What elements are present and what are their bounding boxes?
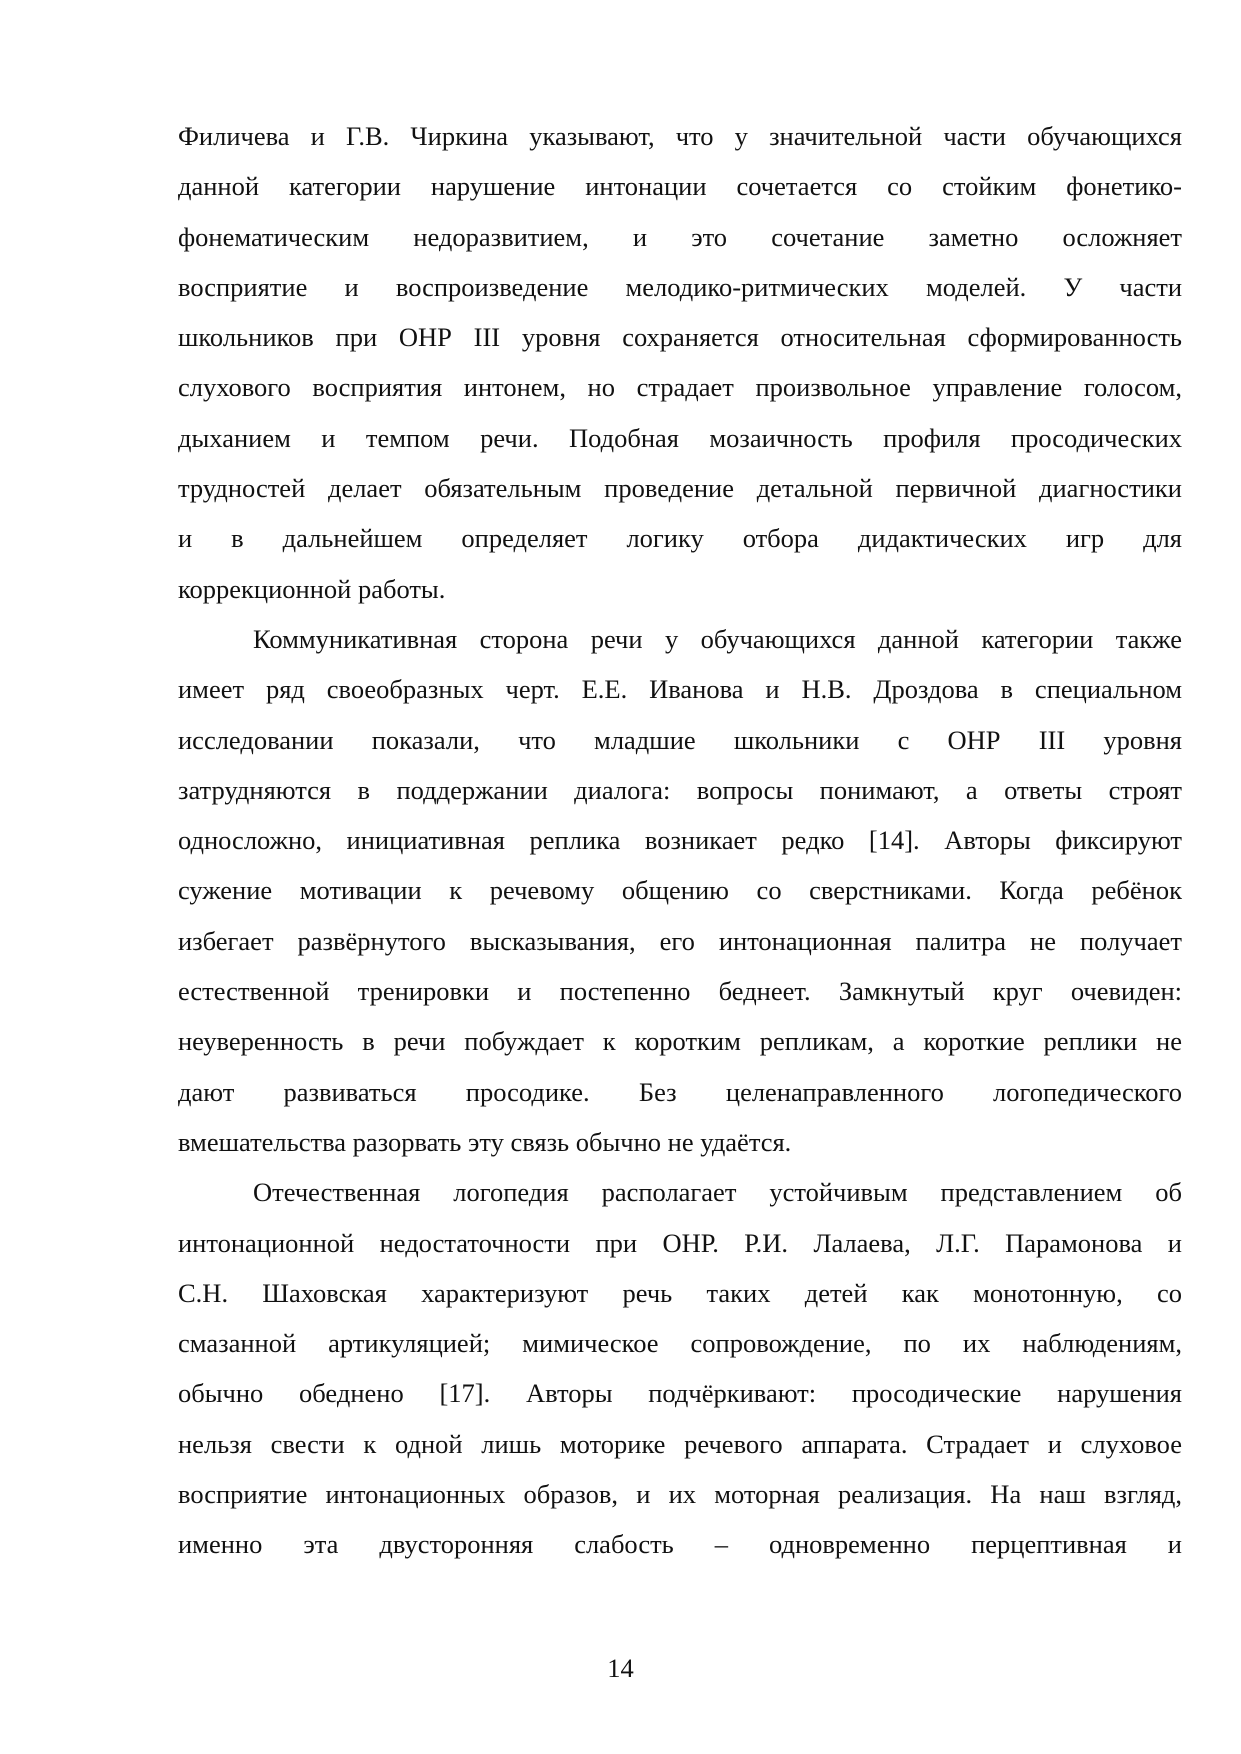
text-line: школьников при ОНР III уровня сохраняется относительная сформированность <box>178 322 1182 353</box>
text-line: исследовании показали, что младшие школьники с ОНР III уровня <box>178 724 1182 755</box>
text-line: неуверенность в речи побуждает к коротким репликам, а короткие реплики не <box>178 1026 1182 1057</box>
paragraph-first-line: Отечественная логопедия располагает устойчивым представлением об <box>253 1177 1182 1208</box>
text-line: трудностей делает обязательным проведение детальной первичной диагностики <box>178 473 1182 504</box>
text-line: С.Н. Шаховская характеризуют речь таких детей как монотонную, со <box>178 1277 1182 1308</box>
paragraph-first-line: Коммуникативная сторона речи у обучающихся данной категории также <box>253 623 1182 654</box>
body-text <box>178 111 1182 1570</box>
text-line: естественной тренировки и постепенно беднеет. Замкнутый круг очевиден: <box>178 976 1182 1007</box>
text-line: смазанной артикуляцией; мимическое сопровождение, по их наблюдениям, <box>178 1328 1182 1359</box>
text-line: вмешательства разорвать эту связь обычно не удаётся. <box>178 1126 792 1157</box>
text-line: восприятие интонационных образов, и их моторная реализация. На наш взгляд, <box>178 1479 1182 1510</box>
text-line: слухового восприятия интонем, но страдает произвольное управление голосом, <box>178 372 1182 403</box>
text-line: Филичева и Г.В. Чиркина указывают, что у значительной части обучающихся <box>178 121 1182 151</box>
text-line: коррекционной работы. <box>178 573 446 604</box>
text-line: дают развиваться просодике. Без целенаправленного логопедического <box>178 1076 1182 1107</box>
text-line: имеет ряд своеобразных черт. Е.Е. Иванова и Н.В. Дроздова в специальном <box>178 674 1182 705</box>
text-line: восприятие и воспроизведение мелодико-ритмических моделей. У части <box>178 271 1182 302</box>
text-line: интонационной недостаточности при ОНР. Р.И. Лалаева, Л.Г. Парамонова и <box>178 1227 1182 1258</box>
text-line: избегает развёрнутого высказывания, его интонационная палитра не получает <box>178 925 1182 956</box>
text-line: нельзя свести к одной лишь моторике речевого аппарата. Страдает и слуховое <box>178 1428 1182 1459</box>
text-line: именно эта двусторонняя слабость – одновременно перцептивная и <box>178 1529 1182 1560</box>
text-line: обычно обеднено [17]. Авторы подчёркивают: просодические нарушения <box>178 1378 1182 1409</box>
text-line: сужение мотивации к речевому общению со сверстниками. Когда ребёнок <box>178 875 1182 906</box>
text-line: затрудняются в поддержании диалога: вопросы понимают, а ответы строят <box>178 774 1182 805</box>
text-line: и в дальнейшем определяет логику отбора дидактических игр для <box>178 523 1182 554</box>
text-line: данной категории нарушение интонации сочетается со стойким фонетико- <box>178 171 1182 202</box>
page-number: 14 <box>607 1653 634 1683</box>
text-line: дыханием и темпом речи. Подобная мозаичность профиля просодических <box>178 422 1182 453</box>
text-line: фонематическим недоразвитием, и это сочетание заметно осложняет <box>178 221 1182 252</box>
text-line: односложно, инициативная реплика возникает редко [14]. Авторы фиксируют <box>178 825 1182 856</box>
